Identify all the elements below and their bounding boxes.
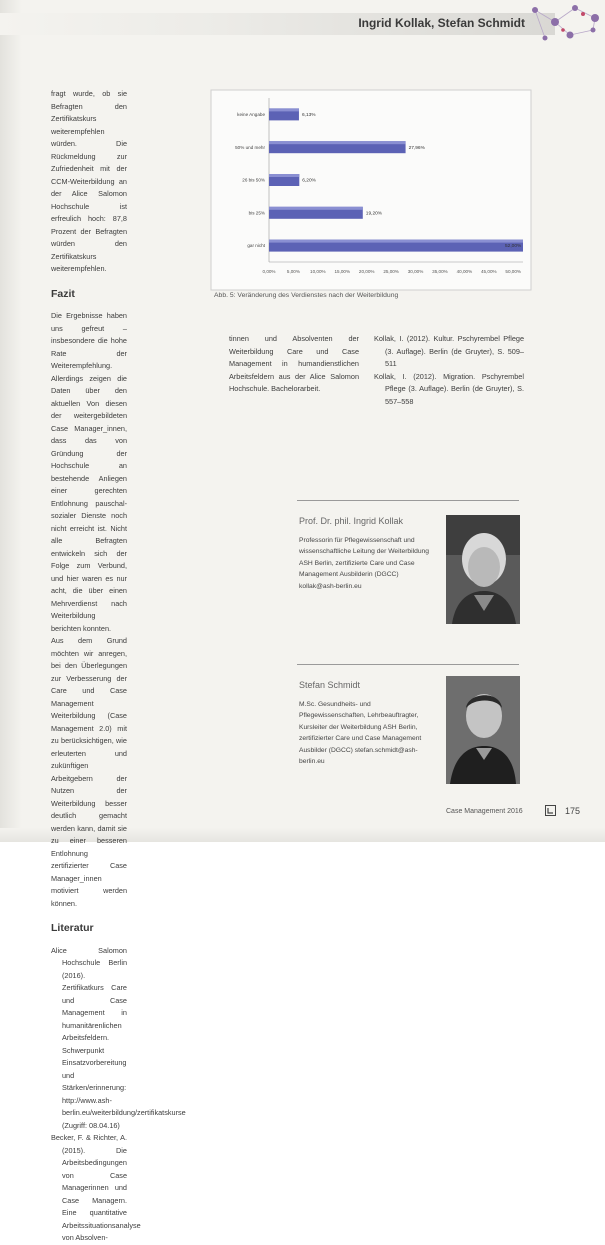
left-column: [51, 88, 186, 1245]
value-label: 52,00%: [505, 244, 522, 250]
portrait-photo-schmidt: [446, 676, 520, 784]
profile-divider: [297, 664, 519, 665]
literature-heading: Literatur: [51, 922, 94, 934]
header-authors: Ingrid Kollak, Stefan Schmidt: [358, 16, 525, 30]
bar-highlight: [269, 174, 299, 177]
value-label: 6,20%: [302, 178, 316, 184]
bar-highlight: [269, 141, 406, 144]
x-tick-label: 15,00%: [334, 269, 351, 274]
chart-caption: Abb. 5: Veränderung des Verdienstes nach der Weiterbildung: [214, 292, 399, 299]
x-tick-label: 5,00%: [286, 269, 300, 274]
fazit-heading: Fazit: [51, 287, 75, 300]
chart-frame: [211, 90, 531, 290]
category-label: bis 25%: [248, 210, 265, 216]
bar-highlight: [269, 207, 363, 210]
portrait-photo-kollak: [446, 515, 520, 624]
bar-highlight: [269, 240, 523, 243]
income-change-chart: [211, 90, 531, 290]
literature-entry: Kollak, I. (2012). Kultur. Pschyrembel Pflege (3. Auflage). Berlin (de Gruyter), S. 509–511: [374, 334, 524, 368]
fazit-paragraph-1: Die Ergebnisse haben uns gefreut – insbesondere die hohe Rate der Weiterempfehlung. Allerdings zeigen die Daten über den aktuellen Von diesen der weitergebildeten Case Manager_innen, dass das von Gründung der Hochschule an bestehende Anliegen einer gerechten Entlohnung pauschal-sozialer Dienste noch nicht erreicht ist. Nicht alle Befragten entwickeln sich der Folge zum Verbund, und hier waren es nur acht, die über einen Mehrverdienst nach Weiterbildung berichten konnten.: [51, 311, 127, 633]
profile-name: Prof. Dr. phil. Ingrid Kollak: [299, 516, 404, 526]
x-tick-label: 0,00%: [262, 269, 276, 274]
x-tick-label: 20,00%: [358, 269, 375, 274]
x-tick-label: 35,00%: [432, 269, 448, 274]
profile-bio: M.Sc. Gesundheits- und Pflegewissenschaften, Lehrbeauftragter, Kursleiter der Weiterbildung ASH Berlin, zertifizierter Care und Case Management Ausbilder (DGCC) stefan.schmidt@ash-berlin.eu: [299, 700, 422, 765]
intro-paragraph: fragt wurde, ob sie Befragten den Zertifikatskurs weiterempfehlen würden. Die Rückmeldung zur Zufriedenheit mit der CCM-Weiterbildung an der Alice Salomon Hochschule ist erfreulich hoch: 87,8 Prozent der Befragten würden den Zertifikatskurs weiterempfehlen.: [51, 89, 127, 273]
value-label: 6,13%: [301, 113, 316, 118]
fazit-paragraph-2: Aus dem Grund möchten wir anregen, bei den Überlegungen zur Verbesserung der Care und Case Management Weiterbildung (Case Management 2.0) mit zu berücksichtigen, wie erleuterten und zukünftigen Arbeitgebern der Nutzen der Weiterbildung besser deutlich gemacht werden kann, damit sie zu einer besseren Entlohnung zertifizierter Case Manager_innen motiviert werden können.: [51, 636, 127, 908]
x-tick-label: 45,00%: [481, 269, 497, 274]
profile-divider: [297, 500, 519, 501]
page-number: 175: [565, 806, 581, 816]
x-tick-label: 40,00%: [456, 269, 473, 274]
category-label: 50% und mehr: [235, 144, 265, 150]
literature-entry: Kollak, I. (2012). Migration. Pschyrembel Pflege (3. Auflage). Berlin (de Gruyter), S. 557–558: [374, 371, 524, 406]
middle-column: [229, 333, 359, 396]
x-tick-label: 25,00%: [383, 269, 399, 274]
profile-schmidt: [299, 680, 439, 768]
literature-entry: Becker, F. & Richter, A. (2015). Die Arbeitsbedingungen von Case Managerinnen und Case Managern. Eine quantitative Arbeitssituationsanalyse von Absolven-: [51, 1133, 141, 1242]
value-label: 19,20%: [365, 211, 383, 217]
x-tick-label: 50,00%: [505, 269, 522, 274]
right-column: [374, 333, 524, 408]
literature-continuation: tinnen und Absolventen der Weiterbildung Care und Case Management in humandienstlichen Arbeitsfeldern aus der Alice Salomon Hochschule. Bachelorarbeit.: [229, 334, 359, 393]
molecule-decoration-icon: [525, 0, 605, 50]
journal-logo-icon: [545, 805, 556, 816]
x-tick-label: 30,00%: [407, 269, 424, 274]
journal-footer: Case Management 2016: [446, 808, 523, 815]
category-label: keine Angabe: [237, 112, 265, 117]
category-label: gar nicht: [247, 243, 265, 249]
value-label: 27,96%: [408, 145, 425, 151]
x-tick-label: 10,00%: [310, 269, 326, 274]
profile-name: Stefan Schmidt: [299, 680, 361, 690]
profile-kollak: [299, 516, 434, 592]
profile-bio: Professorin für Pflegewissenschaft und wissenschaftliche Leitung der Weiterbildung ASH Berlin, zertifizierte Care und Case Management Ausbilderin (DGCC) kollak@ash-berlin.eu: [299, 536, 429, 590]
category-label: 26 bis 50%: [242, 177, 265, 183]
literature-entry: Alice Salomon Hochschule Berlin (2016). Zertifikatkurs Care und Case Management in humanitärenlichen Arbeitsfeldern. Schwerpunkt Einsatzvorbereitung und Stärken/erinnerung: http://www.ash-berlin.eu/weiterbildung/zertifikatskurse (Zugriff: 08.04.16): [51, 945, 186, 1130]
bar-highlight: [269, 108, 299, 111]
